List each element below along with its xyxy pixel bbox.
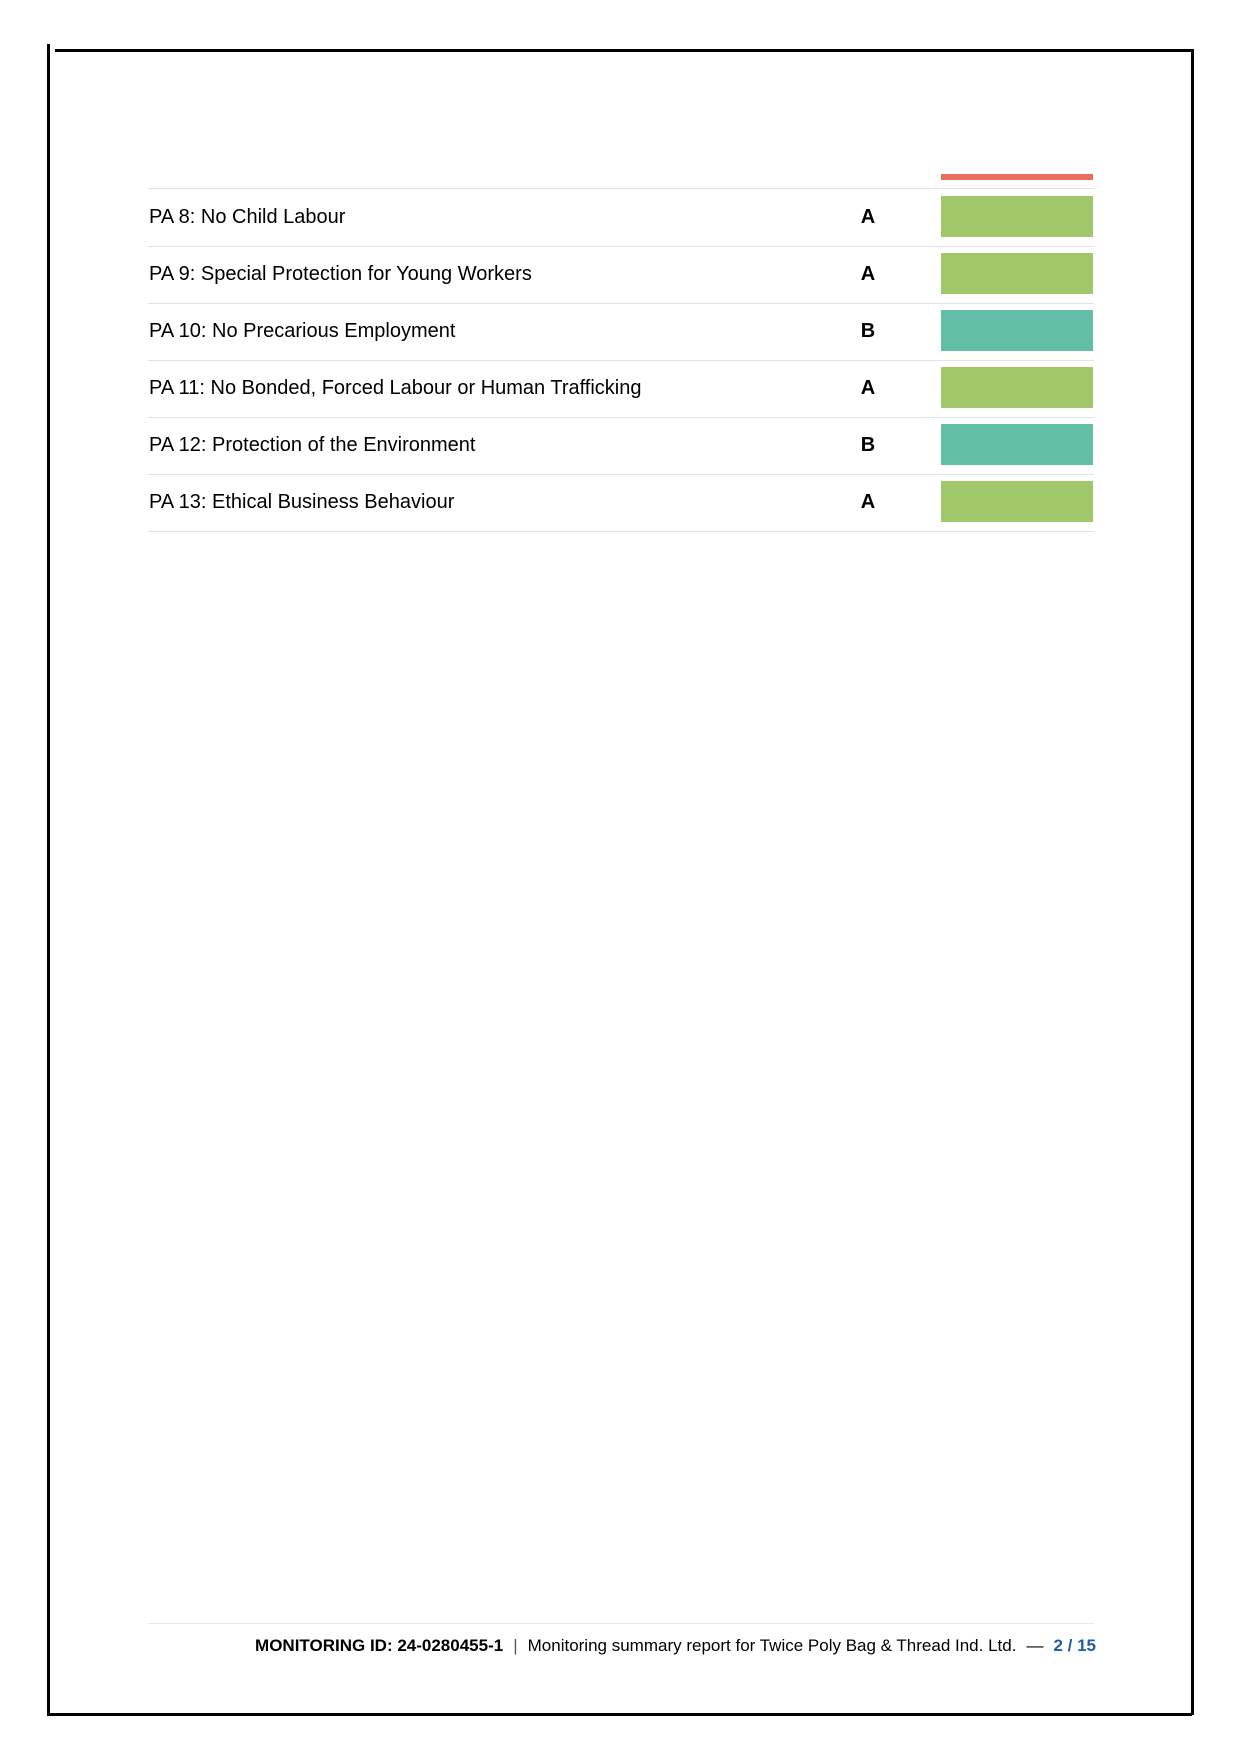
performance-area-label: PA 9: Special Protection for Young Workers — [149, 263, 532, 285]
table-row — [148, 360, 1094, 418]
table-row — [148, 474, 1094, 532]
performance-area-grade: A — [860, 377, 876, 399]
page-border-top — [55, 49, 1192, 52]
page-footer — [148, 1634, 1096, 1658]
table-row — [148, 189, 1094, 247]
page-number: 2 / 15 — [1053, 1636, 1096, 1655]
monitoring-id: MONITORING ID: 24-0280455-1 — [255, 1636, 504, 1655]
performance-area-grade: B — [860, 320, 876, 342]
footer-rule — [148, 1623, 1094, 1624]
grade-color-bar — [941, 367, 1093, 408]
grade-color-bar — [941, 253, 1093, 294]
footer-dash: — — [1026, 1636, 1044, 1655]
page-border-bottom — [47, 1713, 1192, 1716]
performance-area-label: PA 11: No Bonded, Forced Labour or Human Trafficking — [149, 377, 642, 399]
grade-color-bar — [941, 481, 1093, 522]
report-title: Monitoring summary report for Twice Poly Bag & Thread Ind. Ltd. — [527, 1636, 1017, 1655]
rating-column-accent-bar — [941, 174, 1093, 180]
grade-color-bar — [941, 310, 1093, 351]
page-border-right — [1191, 49, 1194, 1715]
performance-area-grade: A — [860, 491, 876, 513]
performance-area-label: PA 13: Ethical Business Behaviour — [149, 491, 455, 513]
performance-area-label: PA 10: No Precarious Employment — [149, 320, 456, 342]
grade-color-bar — [941, 196, 1093, 237]
performance-area-label: PA 8: No Child Labour — [149, 206, 346, 228]
performance-area-label: PA 12: Protection of the Environment — [149, 434, 476, 456]
table-row — [148, 246, 1094, 304]
performance-area-grade: B — [860, 434, 876, 456]
table-row — [148, 417, 1094, 475]
table-row — [148, 303, 1094, 361]
performance-area-grade: A — [860, 263, 876, 285]
grade-color-bar — [941, 424, 1093, 465]
page-border-left — [47, 44, 50, 1714]
footer-separator: | — [513, 1636, 518, 1655]
performance-area-grade: A — [860, 206, 876, 228]
